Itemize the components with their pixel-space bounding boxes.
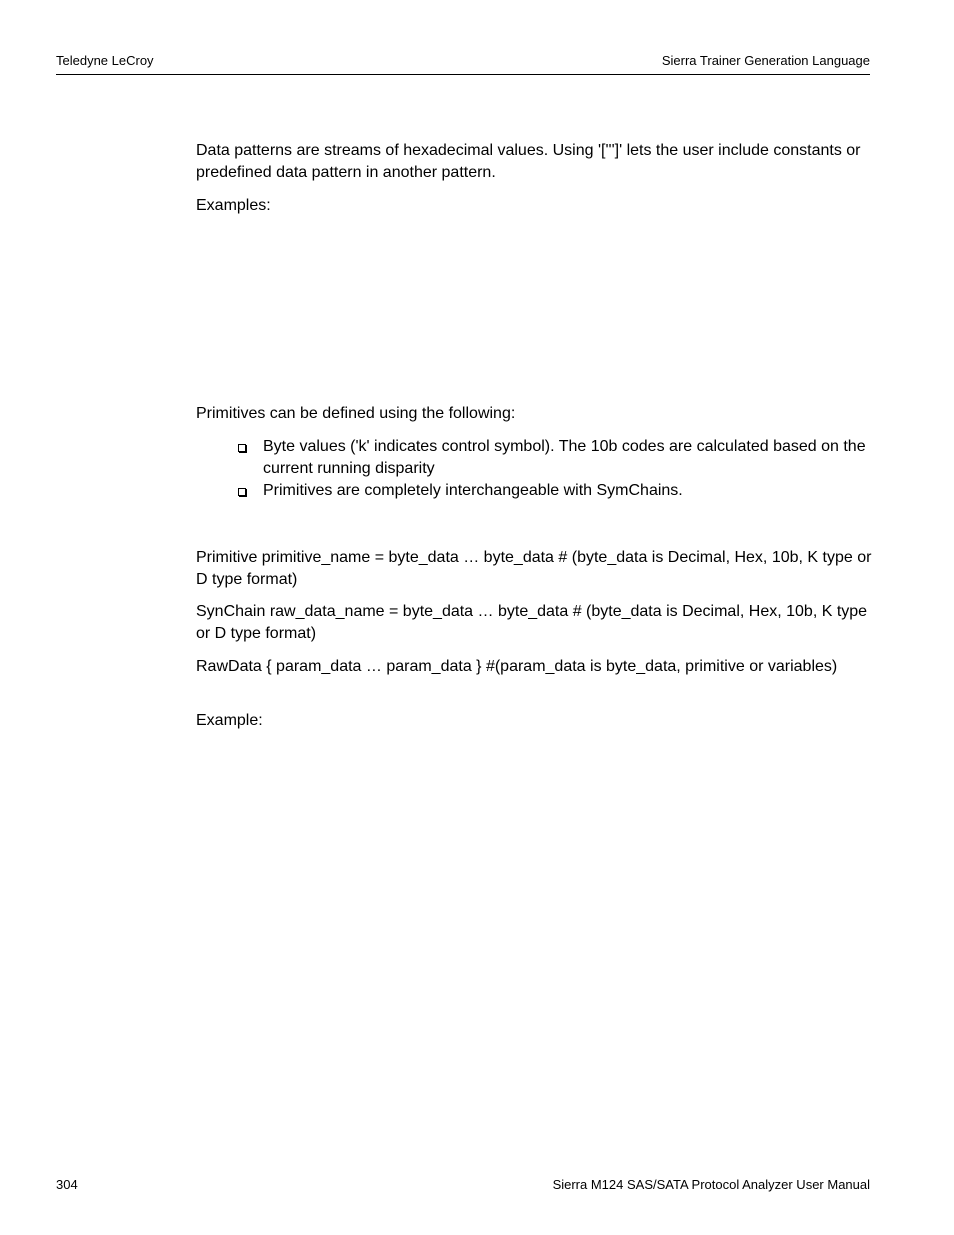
list-item (236, 436, 872, 480)
data-patterns-intro: Data patterns are streams of hexadecimal values. Using '[''']' lets the user include constants or predefined data pattern in another pattern. (196, 142, 861, 181)
primitives-bullet-list (236, 436, 872, 502)
checkbox-bullet-icon (238, 444, 246, 452)
example-label: Example: (196, 712, 263, 729)
bullet-text: Byte values ('k' indicates control symbol). The 10b codes are calculated based on the current running disparity (263, 438, 866, 477)
page-number: 304 (56, 1177, 78, 1192)
manual-title: Sierra M124 SAS/SATA Protocol Analyzer User Manual (552, 1177, 870, 1192)
bullet-text: Primitives are completely interchangeable with SymChains. (263, 482, 683, 499)
list-item (236, 480, 872, 502)
primitives-intro: Primitives can be defined using the following: (196, 405, 516, 422)
rawdata-syntax: RawData { param_data … param_data } #(param_data is byte_data, primitive or variables) (196, 658, 838, 675)
page-footer (56, 1177, 870, 1197)
examples-label: Examples: (196, 197, 271, 214)
page-header (56, 52, 870, 75)
header-section-title: Sierra Trainer Generation Language (661, 53, 870, 68)
primitive-syntax: Primitive primitive_name = byte_data … byte_data # (byte_data is Decimal, Hex, 10b, K type or D type format) (196, 549, 872, 588)
synchain-syntax: SynChain raw_data_name = byte_data … byte_data # (byte_data is Decimal, Hex, 10b, K type or D type format) (196, 603, 868, 642)
header-company: Teledyne LeCroy (56, 53, 154, 68)
checkbox-bullet-icon (238, 488, 246, 496)
